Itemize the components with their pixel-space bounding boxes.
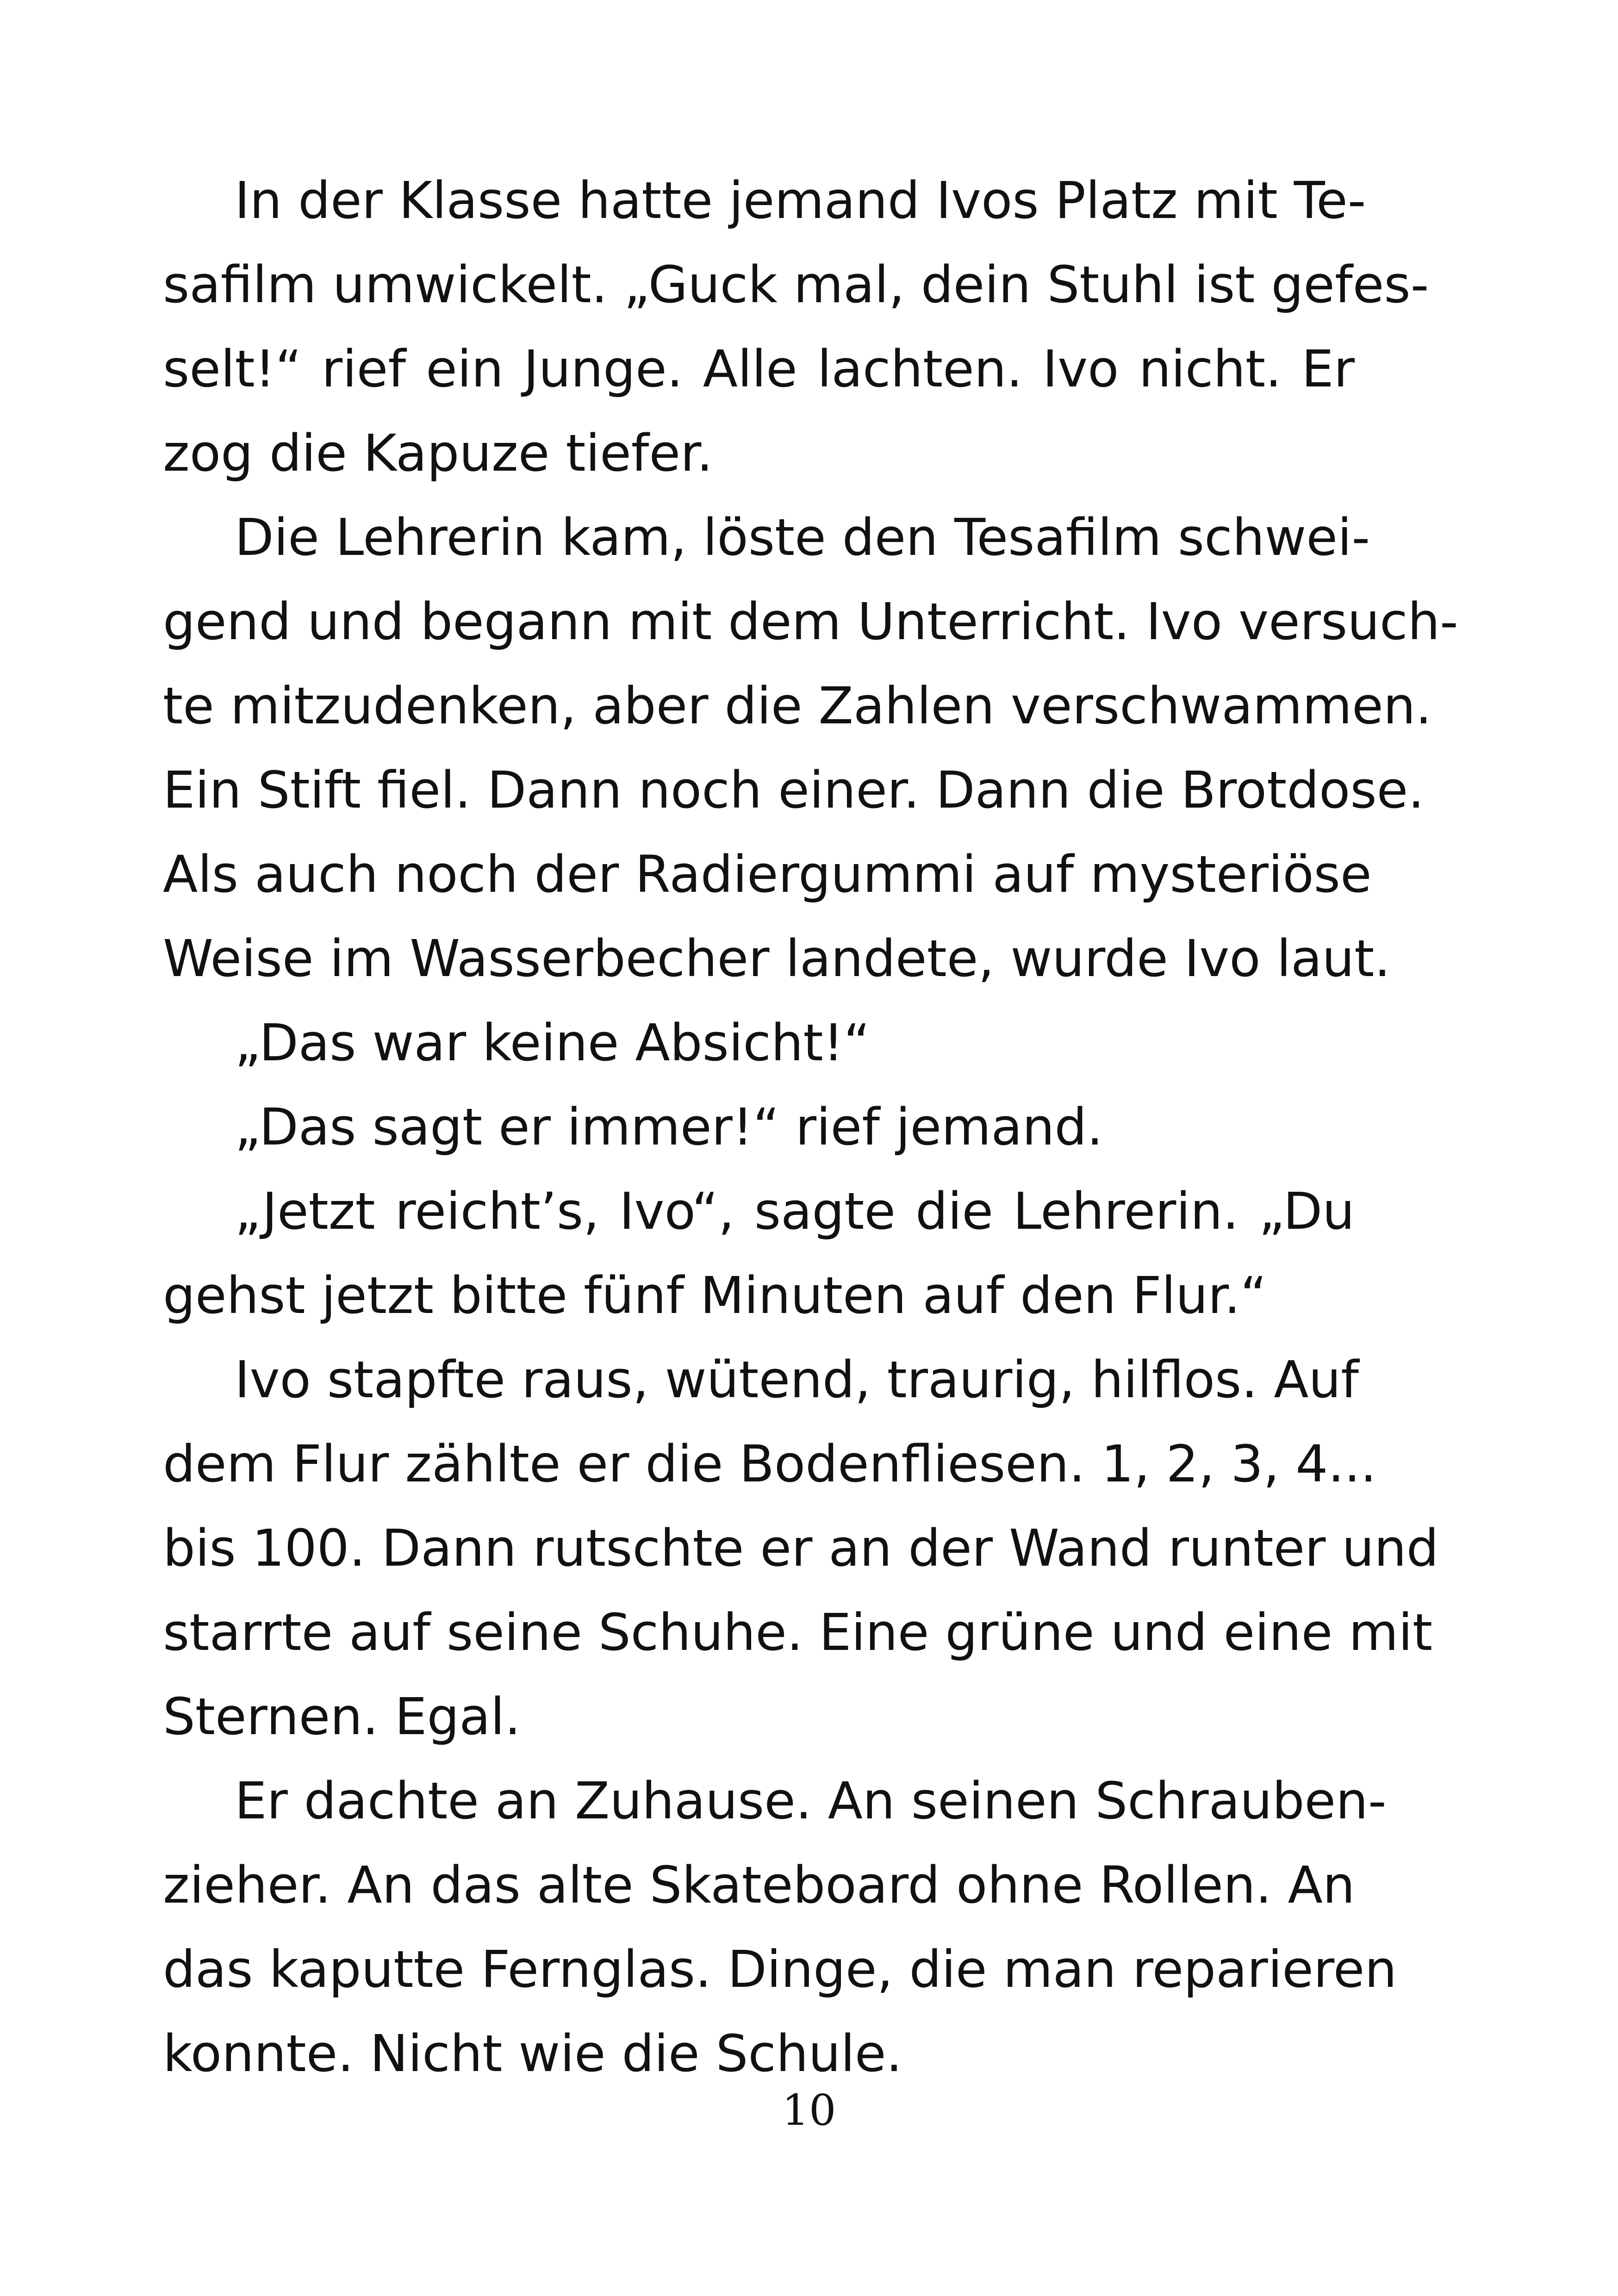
text-line: das kaputte Fernglas. Dinge, die man reparieren xyxy=(163,1940,1397,1999)
text-line: starrte auf seine Schuhe. Eine grüne und eine mit xyxy=(163,1603,1433,1662)
text-line: Er dachte an Zuhause. An seinen Schrauben- xyxy=(235,1771,1387,1830)
text-line: zieher. An das alte Skateboard ohne Rollen. An xyxy=(163,1855,1355,1915)
text-line: zog die Kapuze tiefer. xyxy=(163,423,713,483)
text-line: te mitzudenken, aber die Zahlen verschwammen. xyxy=(163,676,1432,735)
text-line: gehst jetzt bitte fünf Minuten auf den Flur.“ xyxy=(163,1266,1267,1325)
text-line: Die Lehrerin kam, löste den Tesafilm schwei- xyxy=(235,508,1370,567)
text-line: In der Klasse hatte jemand Ivos Platz mit Te- xyxy=(235,171,1366,230)
text-line: „Das sagt er immer!“ rief jemand. xyxy=(235,1097,1103,1157)
text-line: Ivo stapfte raus, wütend, traurig, hilflos. Auf xyxy=(235,1350,1359,1409)
text-line: Als auch noch der Radiergummi auf mysteriöse xyxy=(163,845,1372,904)
text-line: gend und begann mit dem Unterricht. Ivo versuch- xyxy=(163,592,1458,651)
text-line: dem Flur zählte er die Bodenfliesen. 1, 2, 3, 4... xyxy=(163,1434,1377,1493)
text-line: safilm umwickelt. „Guck mal, dein Stuhl ist gefes- xyxy=(163,255,1429,314)
text-line: Ein Stift fiel. Dann noch einer. Dann die Brotdose. xyxy=(163,760,1425,820)
text-line: „Jetzt reicht’s, Ivo“, sagte die Lehrerin. „Du xyxy=(235,1182,1355,1241)
text-line: Sternen. Egal. xyxy=(163,1687,521,1746)
text-line: Weise im Wasserbecher landete, wurde Ivo laut. xyxy=(163,929,1391,988)
text-line: bis 100. Dann rutschte er an der Wand runter und xyxy=(163,1518,1439,1578)
text-line: „Das war keine Absicht!“ xyxy=(235,1013,870,1072)
text-line: konnte. Nicht wie die Schule. xyxy=(163,2024,902,2083)
page-number: 10 xyxy=(782,2085,836,2135)
body-text xyxy=(163,158,1458,2096)
text-line: selt!“ rief ein Junge. Alle lachten. Ivo nicht. Er xyxy=(163,339,1355,398)
